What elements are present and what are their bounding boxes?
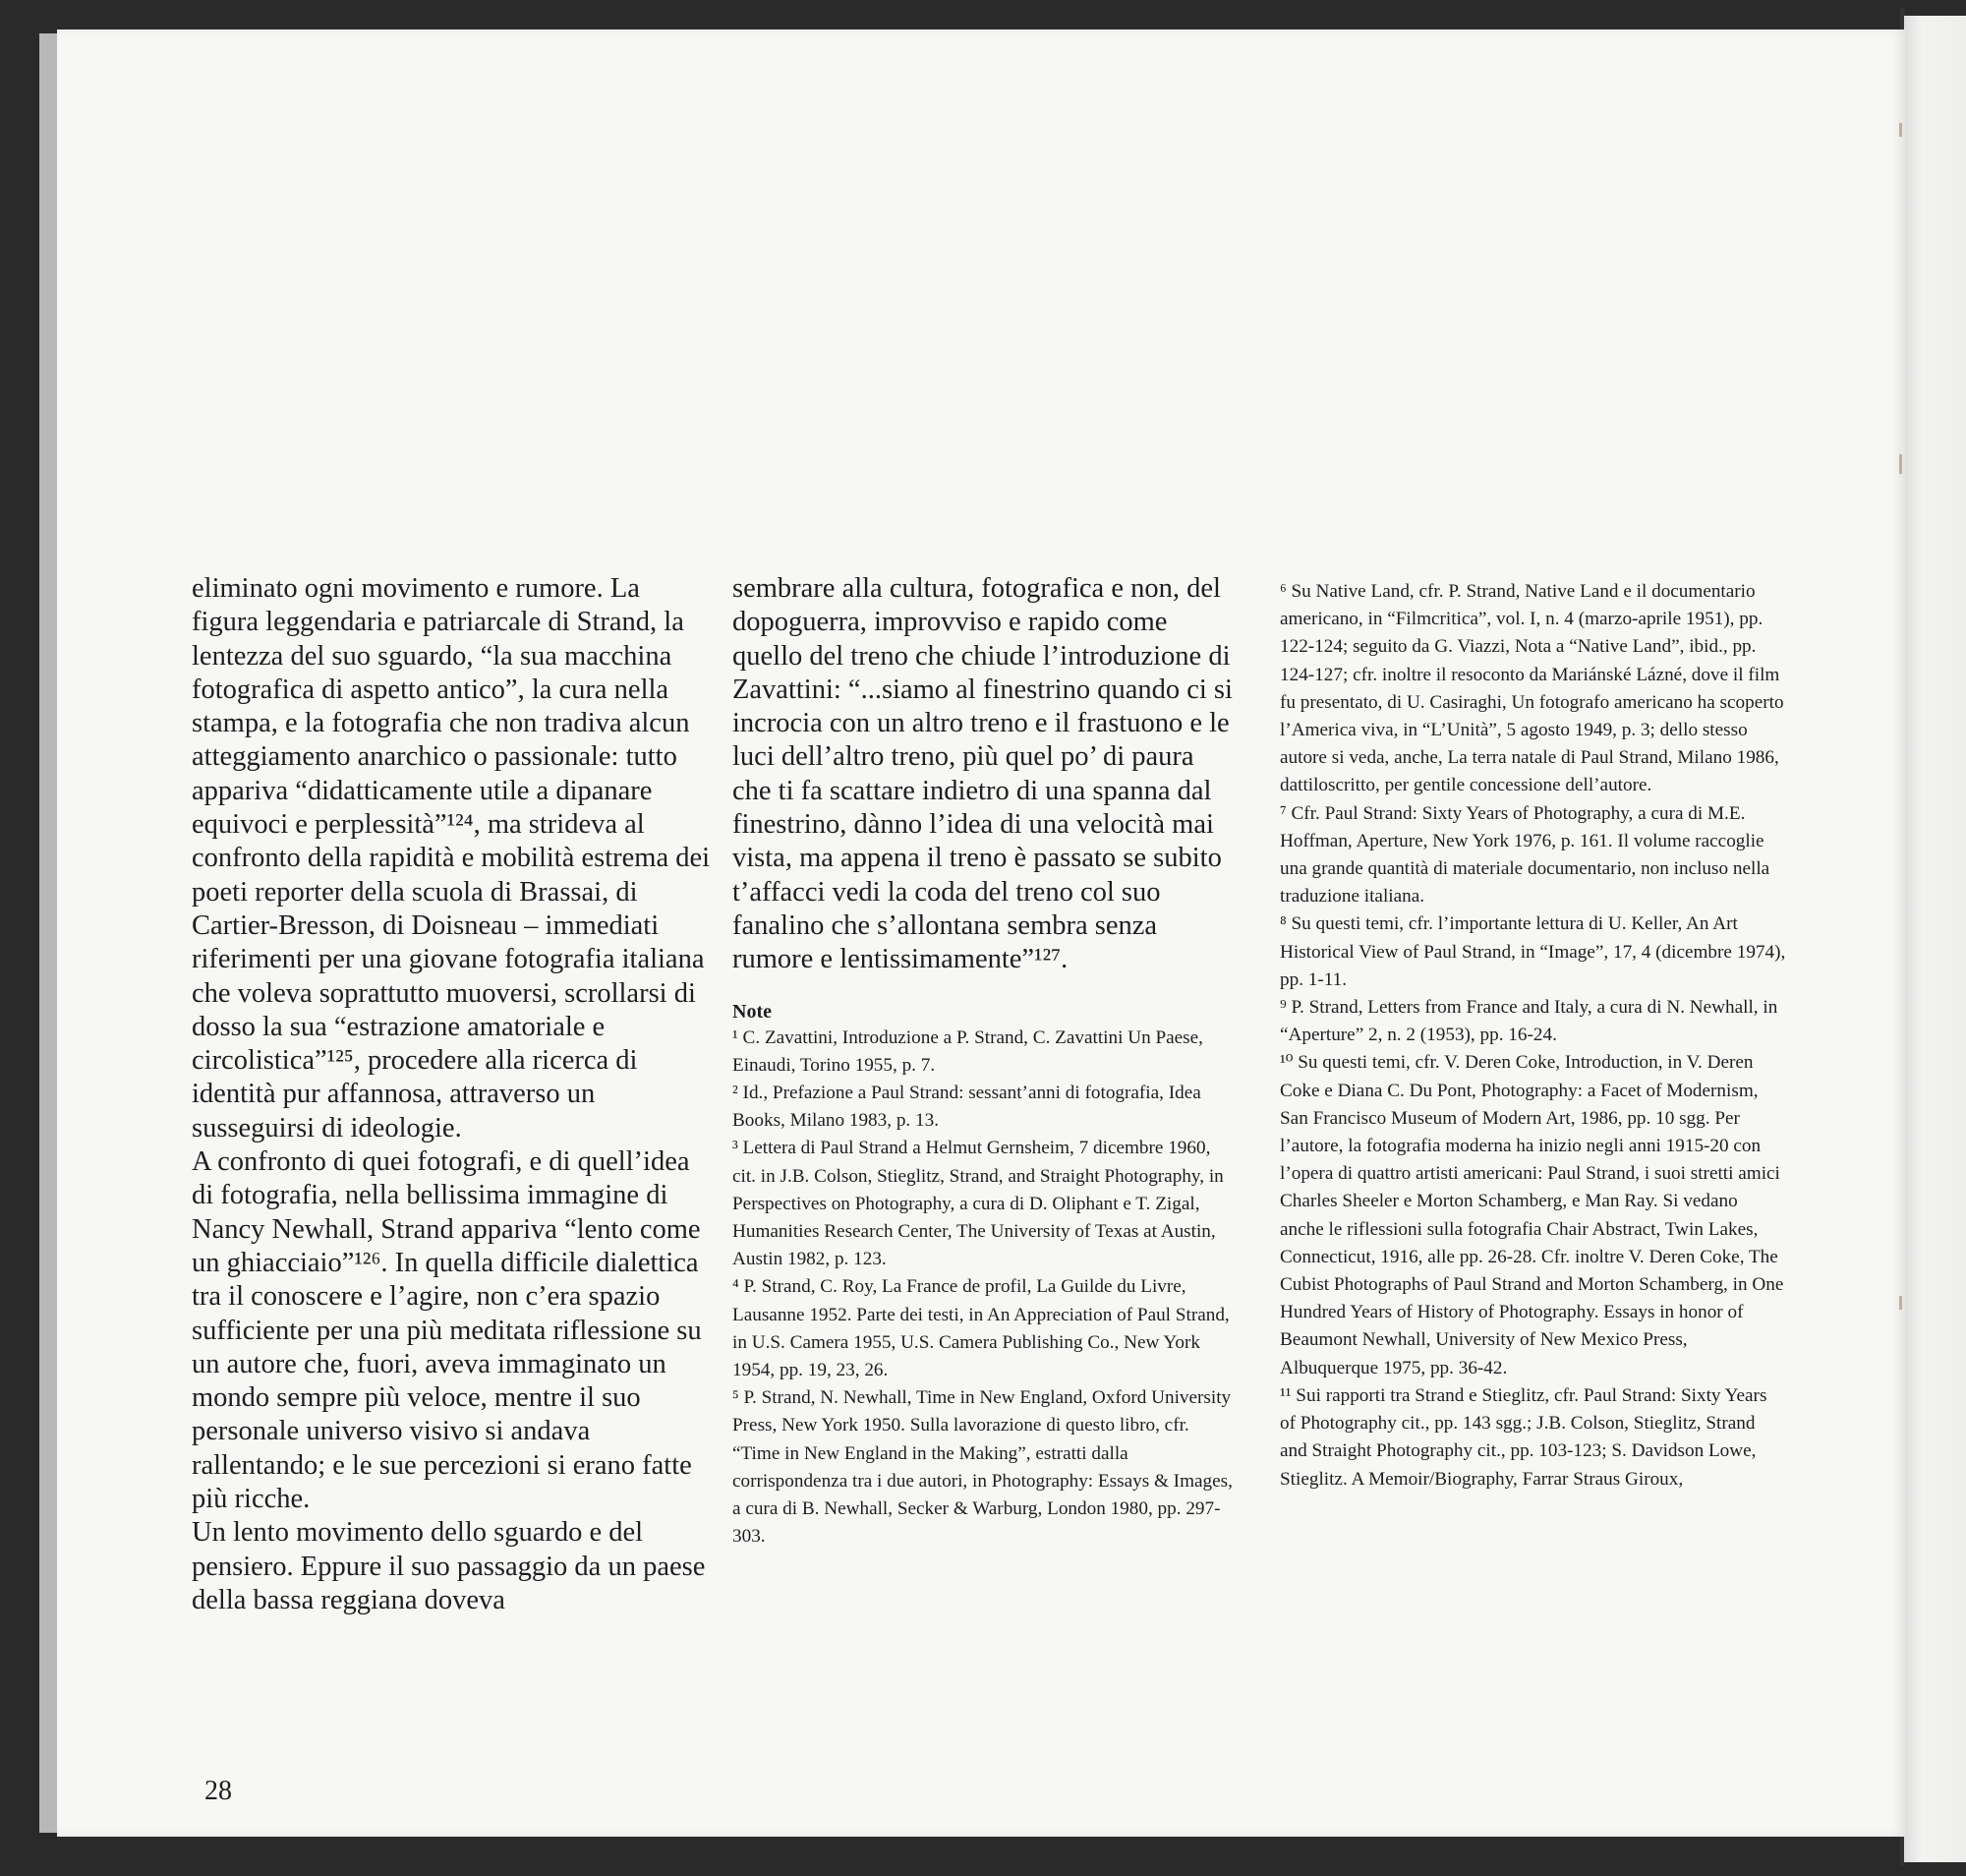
footnote-10: ¹⁰ Su questi temi, cfr. V. Deren Coke, Introduction, in V. Deren Coke e Diana C. Du Pont, Photography: a Facet of Modernism, San Francisco Museum of Modern Art, 1986, pp. 10 sgg. Per l’autore, la fotografia moderna ha inizio negli anni 1915-20 con l’opera di quattro artisti americani: Paul Strand, i suoi stretti amici Charles Sheeler e Morton Schamberg, e Man Ray. Si vedano anche le riflessioni sulla fotografia Chair Abstract, Twin Lakes, Connecticut, 1916, alle pp. 26-28. Cfr. inoltre V. Deren Coke, The Cubist Photographs of Paul Strand and Morton Schamberg, in One Hundred Years of History of Photography. Essays in honor of Beaumont Newhall, University of New Mexico Press, Albuquerque 1975, pp. 36-42.	[1280, 1052, 1784, 1378]
footnote-4: ⁴ P. Strand, C. Roy, La France de profil, La Guilde du Livre, Lausanne 1952. Parte dei testi, in An Appreciation of Paul Strand, in U.S. Camera 1955, U.S. Camera Publishing Co., New York 1954, pp. 19, 23, 26.	[732, 1276, 1230, 1380]
paper-speck	[1899, 123, 1902, 137]
footnote-2: ² Id., Prefazione a Paul Strand: sessant’anni di fotografia, Idea Books, Milano 1983, p. 13.	[732, 1082, 1201, 1132]
main-text-column	[192, 572, 713, 1617]
footnote-8: ⁸ Su questi temi, cfr. l’importante lettura di U. Keller, An Art Historical View of Paul Strand, in “Image”, 17, 4 (dicembre 1974), pp. 1-11.	[1280, 913, 1786, 990]
facing-page-edge	[1904, 16, 1966, 1862]
footnote-1: ¹ C. Zavattini, Introduzione a P. Strand, C. Zavattini Un Paese, Einaudi, Torino 1955, p. 7.	[732, 1026, 1203, 1076]
main-paragraph-2: A confronto di quei fotografi, e di quell’idea di fotografia, nella bellissima immagine di Nancy Newhall, Strand appariva “lento come un ghiacciaio”¹²⁶. In quella difficile dialettica tra il conoscere e l’agire, non c’era spazio sufficiente per una più meditata riflessione su un autore che, fuori, aveva immaginato un mondo sempre più veloce, mentre il suo personale universo visivo si andava rallentando; e le sue percezioni si erano fatte più ricche.	[192, 1146, 702, 1515]
paper-speck	[1899, 454, 1902, 474]
footnote-3: ³ Lettera di Paul Strand a Helmut Gernsheim, 7 dicembre 1960, cit. in J.B. Colson, Stieglitz, Strand, and Straight Photography, in Perspectives on Photography, a cura di D. Oliphant e T. Zigal, Humanities Research Center, The University of Texas at Austin, Austin 1982, p. 123.	[732, 1138, 1224, 1270]
notes-column	[1280, 578, 1786, 1494]
footnote-6: ⁶ Su Native Land, cfr. P. Strand, Native Land e il documentario americano, in “Filmcritica”, vol. I, n. 4 (marzo-aprile 1951), pp. 122-124; seguito da G. Viazzi, Nota a “Native Land”, ibid., pp. 124-127; cfr. inoltre il resoconto da Mariánské Lázné, dove il film fu presentato, di U. Casiraghi, Un fotografo americano ha scoperto l’America viva, in “L’Unità”, 5 agosto 1949, p. 3; dello stesso autore si veda, anche, La terra natale di Paul Strand, Milano 1986, dattiloscritto, per gentile concessione dell’autore.	[1280, 581, 1784, 796]
footnote-7: ⁷ Cfr. Paul Strand: Sixty Years of Photography, a cura di M.E. Hoffman, Aperture, New York 1976, p. 161. Il volume raccoglie una grande quantità di materiale documentario, non incluso nella traduzione italiana.	[1280, 802, 1770, 908]
main-paragraph-3: Un lento movimento dello sguardo e del pensiero. Eppure il suo passaggio da un paese della bassa reggiana doveva	[192, 1517, 706, 1615]
notes-heading: Note	[732, 1000, 772, 1023]
book-spine-edge	[39, 33, 59, 1833]
page-number: 28	[204, 1776, 232, 1806]
footnote-9: ⁹ P. Strand, Letters from France and Italy, a cura di N. Newhall, in “Aperture” 2, n. 2 (1953), pp. 16-24.	[1280, 997, 1778, 1046]
middle-paragraph: sembrare alla cultura, fotografica e non, del dopoguerra, improvviso e rapido come quello del treno che chiude l’introduzione di Zavattini: “...siamo al finestrino quando ci si incrocia con un altro treno e il frastuono e le luci dell’altro treno, più quel po’ di paura che ti fa scattare indietro di una spanna dal finestrino, dànno l’idea di una velocità mai vista, ma appena il treno è passato se subito t’affacci vedi la coda del treno col suo fanalino che s’allontana sembra senza rumore e lentissimamente”¹²⁷.	[732, 573, 1233, 975]
footnote-5: ⁵ P. Strand, N. Newhall, Time in New England, Oxford University Press, New York 1950. Sulla lavorazione di questo libro, cfr. “Time in New England in the Making”, estratti dalla corrispondenza tra i due autori, in Photography: Essays & Images, a cura di B. Newhall, Secker & Warburg, London 1980, pp. 297-303.	[732, 1387, 1233, 1548]
middle-column	[732, 572, 1239, 1551]
footnote-11: ¹¹ Sui rapporti tra Strand e Stieglitz, cfr. Paul Strand: Sixty Years of Photography cit., pp. 143 sgg.; J.B. Colson, Stieglitz, Strand and Straight Photography cit., pp. 103-123; S. Davidson Lowe, Stieglitz. A Memoir/Biography, Farrar Straus Giroux,	[1280, 1384, 1767, 1490]
main-paragraph-1: eliminato ogni movimento e rumore. La figura leggendaria e patriarcale di Strand, la lentezza del suo sguardo, “la sua macchina fotografica di aspetto antico”, la cura nella stampa, e la fotografia che non tradiva alcun atteggiamento anarchico o passionale: tutto appariva “didatticamente utile a dipanare equivoci e perplessità”¹²⁴, ma strideva al confronto della rapidità e mobilità estrema dei poeti reporter della scuola di Brassai, di Cartier-Bresson, di Doisneau – immediati riferimenti per una giovane fotografia italiana che voleva soprattutto muoversi, scrollarsi di dosso la sua “estrazione amatoriale e circolistica”¹²⁵, procedere alla ricerca di identità pur affannosa, attraverso un susseguirsi di ideologie.	[192, 573, 711, 1143]
paper-speck	[1899, 1296, 1902, 1310]
